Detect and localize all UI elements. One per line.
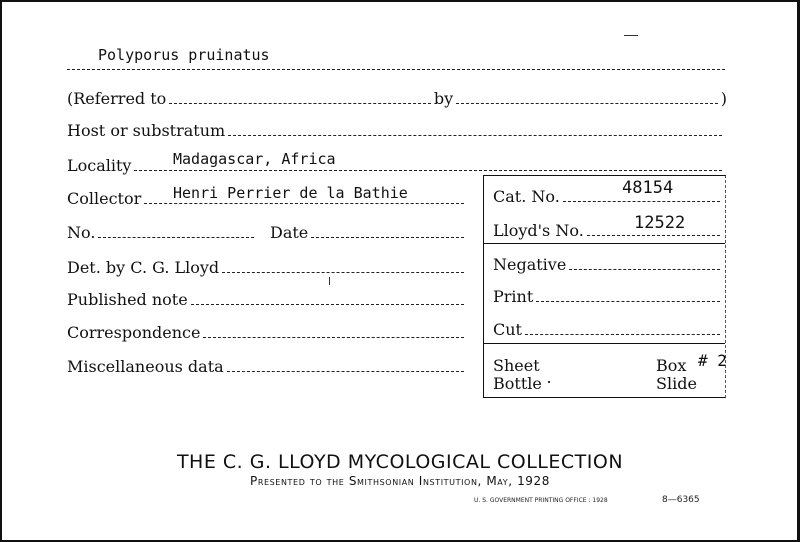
misc-label: Miscellaneous data xyxy=(67,357,224,376)
host-line xyxy=(228,135,722,136)
collector-line xyxy=(144,203,464,204)
cut-row xyxy=(493,321,723,339)
published-line xyxy=(191,304,464,305)
cat-line xyxy=(563,201,720,202)
scan-mark xyxy=(548,381,550,383)
cat-row xyxy=(493,188,723,206)
negative-label: Negative xyxy=(493,255,567,274)
slide-label: Slide xyxy=(656,374,697,393)
locality-label: Locality xyxy=(67,156,132,175)
lloyd-row xyxy=(493,222,723,240)
locality-row xyxy=(67,157,725,175)
lloyd-value: 12522 xyxy=(634,213,686,233)
date-label: Date xyxy=(270,223,309,242)
misc-line xyxy=(227,371,464,372)
host-row xyxy=(67,122,725,140)
no-row xyxy=(67,224,257,242)
published-label: Published note xyxy=(67,290,188,309)
locality-value: Madagascar, Africa xyxy=(173,150,336,168)
box-label: Box xyxy=(656,356,687,375)
host-label: Host or substratum xyxy=(67,121,226,140)
date-line xyxy=(311,237,464,238)
correspondence-label: Correspondence xyxy=(67,323,201,342)
no-line xyxy=(98,237,254,238)
scan-mark xyxy=(329,277,330,285)
bottle-label: Bottle xyxy=(493,374,542,393)
species-underline xyxy=(67,69,725,70)
correspondence-line xyxy=(203,337,464,338)
by-line xyxy=(456,103,718,104)
print-line xyxy=(536,301,720,302)
date-row xyxy=(270,224,467,242)
cat-value: 48154 xyxy=(622,178,674,198)
collector-value: Henri Perrier de la Bathie xyxy=(173,184,408,202)
scan-mark xyxy=(624,35,638,36)
print-label: Print xyxy=(493,287,534,306)
misc-row xyxy=(67,358,467,376)
catalog-box xyxy=(483,175,726,398)
box-divider-1 xyxy=(484,243,725,244)
referred-row xyxy=(67,90,727,108)
collection-subtitle xyxy=(2,474,798,488)
negative-row xyxy=(493,256,723,274)
collector-label: Collector xyxy=(67,189,142,208)
lloyd-label: Lloyd's No. xyxy=(493,221,584,240)
species-name: Polyporus pruinatus xyxy=(98,46,270,64)
box-divider-2 xyxy=(484,343,725,344)
det-line xyxy=(222,272,464,273)
referred-close: ) xyxy=(720,89,727,108)
box-value: # 2 xyxy=(698,351,727,370)
referred-label: (Referred to xyxy=(67,89,167,108)
print-row xyxy=(493,288,723,306)
by-label: by xyxy=(433,89,454,108)
no-label: No. xyxy=(67,223,96,242)
referred-to-line xyxy=(169,103,431,104)
lloyd-line xyxy=(587,235,720,236)
collection-title: THE C. G. LLOYD MYCOLOGICAL COLLECTION xyxy=(176,451,624,473)
det-row xyxy=(67,259,467,277)
negative-line xyxy=(569,269,720,270)
det-label: Det. by C. G. Lloyd xyxy=(67,258,220,277)
cut-line xyxy=(525,334,720,335)
collection-subtitle-text: Presented to the Smithsonian Institution, May, 1928 xyxy=(249,474,551,488)
printing-office-imprint: U. S. GOVERNMENT PRINTING OFFICE : 1928 xyxy=(474,497,608,504)
cut-label: Cut xyxy=(493,320,522,339)
published-row xyxy=(67,291,467,309)
cat-label: Cat. No. xyxy=(493,187,560,206)
correspondence-row xyxy=(67,324,467,342)
locality-line xyxy=(134,170,722,171)
sheet-label: Sheet xyxy=(493,356,540,375)
form-number: 8—6365 xyxy=(662,495,700,505)
